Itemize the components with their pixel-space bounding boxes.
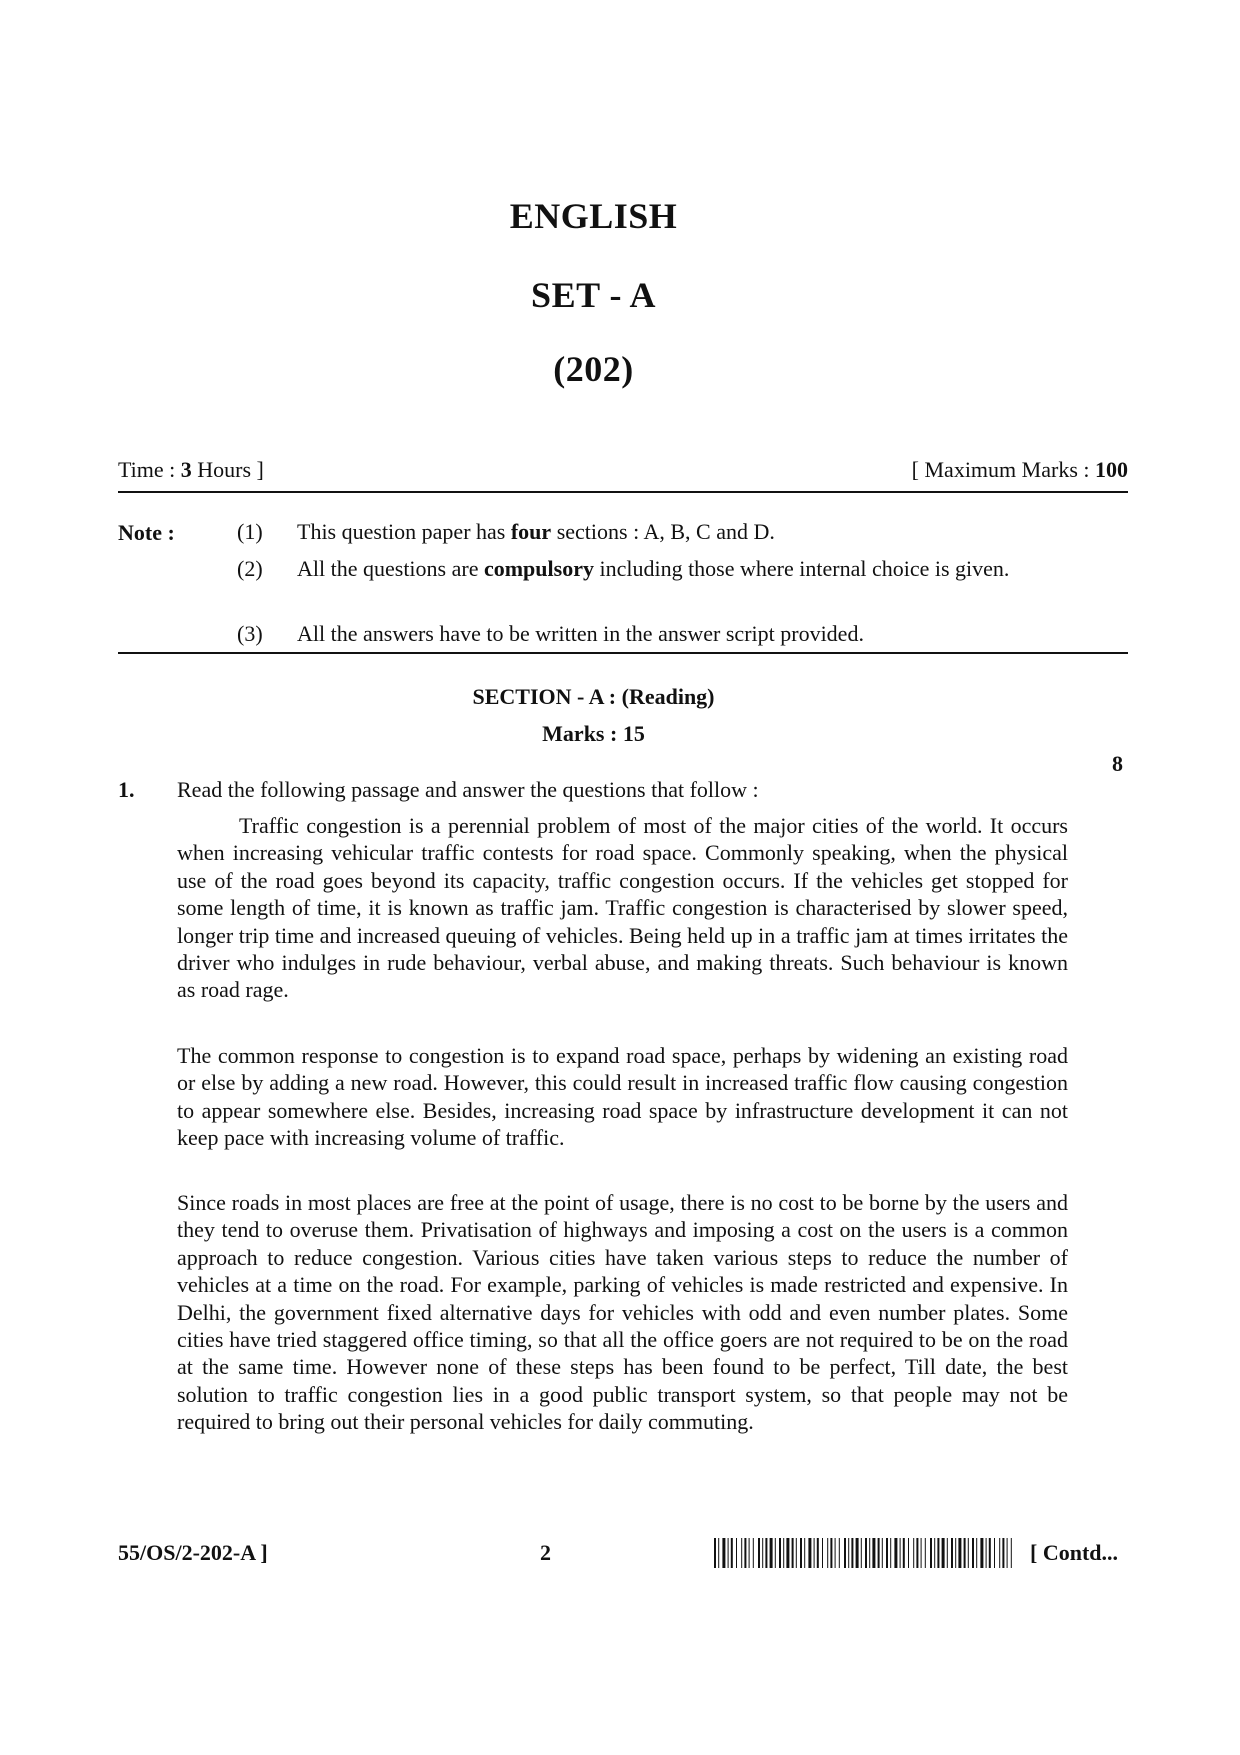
barcode-bar bbox=[980, 1538, 983, 1568]
set-title: SET - A bbox=[531, 275, 656, 315]
barcode-bar bbox=[814, 1538, 815, 1568]
barcode-bar bbox=[869, 1538, 870, 1568]
barcode-bar bbox=[958, 1538, 961, 1568]
passage-paragraph: The common response to congestion is to expand road space, perhaps by widening an existing road or else by adding a new road. However, this could result in increased traffic flow causing congestion to appear somewhere else. Besides, increasing road space by infrastructure development it can not keep pace with increasing volume of traffic. bbox=[177, 1043, 1068, 1151]
barcode-bar bbox=[989, 1538, 991, 1568]
barcode-bar bbox=[783, 1538, 784, 1568]
note-number: (3) bbox=[237, 621, 263, 646]
maximum-marks: [ Maximum Marks : 100 bbox=[911, 457, 1128, 482]
barcode-bar bbox=[861, 1538, 862, 1568]
barcode-bar bbox=[851, 1538, 853, 1568]
barcode-bar bbox=[865, 1538, 867, 1568]
barcode-bar bbox=[830, 1538, 832, 1568]
time-allowed: Time : 3 Hours ] bbox=[118, 457, 264, 482]
barcode-bar bbox=[848, 1538, 849, 1568]
time-marks-row bbox=[118, 457, 1128, 487]
barcode-bar bbox=[942, 1538, 945, 1568]
passage-paragraph: Since roads in most places are free at the point of usage, there is no cost to be borne by the users and they tend to overuse them. Privatisation of highways and imposing a cost on the users is a common approach to reduce congestion. Various cities have taken various steps to reduce the number of vehicles at a time on the road. For example, parking of vehicles is made restricted and expensive. In Delhi, the government fixed alternative days for vehicles with odd and even number plates. Some cities have tried staggered office timing, so that all the office goers are not required to be on the road at the same time. However none of these steps has been found to be perfect, Till date, the best solution to traffic congestion lies in a good public transport system, so that people may not be required to bring out their personal vehicles for daily commuting. bbox=[177, 1190, 1068, 1435]
barcode-bar bbox=[925, 1538, 926, 1568]
passage-paragraph: Traffic congestion is a perennial problem of most of the major cities of the world. It occurs when increasing vehicular traffic contests for road space. Commonly speaking, when the physical use of the road goes beyond its capacity, traffic congestion occurs. If the vehicles get stopped for some length of time, it is known as traffic jam. Traffic congestion is characterised by slower speed, longer trip time and increased queuing of vehicles. Being held up in a traffic jam at times irritates the driver who indulges in rude behaviour, verbal abuse, and making threats. Such behaviour is known as road rage. bbox=[177, 813, 1068, 1003]
divider bbox=[118, 652, 1128, 654]
barcode-bar bbox=[762, 1538, 763, 1568]
barcode-bar bbox=[934, 1538, 935, 1568]
section-marks: Marks : 15 bbox=[542, 721, 645, 746]
note-text: All the questions are compulsory including those where internal choice is given. bbox=[297, 556, 1010, 581]
barcode-bar bbox=[835, 1538, 836, 1568]
barcode-bar bbox=[1007, 1538, 1008, 1568]
barcode-bar bbox=[872, 1538, 875, 1568]
barcode-bar bbox=[792, 1538, 794, 1568]
barcode-bar bbox=[972, 1538, 974, 1568]
barcode-bar bbox=[741, 1538, 742, 1568]
barcode-bar bbox=[894, 1538, 897, 1568]
barcode-bar bbox=[930, 1538, 932, 1568]
paper-code-footer: 55/OS/2-202-A ] bbox=[118, 1540, 268, 1565]
note-number: (2) bbox=[237, 556, 263, 581]
barcode-bar bbox=[1011, 1538, 1012, 1568]
barcode-bar bbox=[714, 1538, 716, 1568]
barcode-bar bbox=[955, 1538, 956, 1568]
note-number: (1) bbox=[237, 519, 263, 544]
barcode-bar bbox=[916, 1538, 918, 1568]
question-marks: 8 bbox=[1112, 751, 1123, 776]
barcode-bar bbox=[804, 1538, 805, 1568]
barcode-bar bbox=[921, 1538, 922, 1568]
barcode-bar bbox=[951, 1538, 953, 1568]
continued-label: [ Contd... bbox=[1030, 1540, 1119, 1565]
barcode-bar bbox=[827, 1538, 828, 1568]
barcode-bar bbox=[994, 1538, 995, 1568]
barcode-bar bbox=[947, 1538, 948, 1568]
barcode-bar bbox=[753, 1538, 754, 1568]
note-text: All the answers have to be written in the answer script provided. bbox=[297, 621, 864, 646]
barcode-bar bbox=[839, 1538, 840, 1568]
barcode-bar bbox=[856, 1538, 859, 1568]
paper-code-title: (202) bbox=[553, 349, 634, 389]
barcode-bar bbox=[731, 1538, 733, 1568]
barcode-bar bbox=[937, 1538, 939, 1568]
barcode-bar bbox=[908, 1538, 909, 1568]
barcode-bar bbox=[1002, 1538, 1004, 1568]
barcode-image bbox=[714, 1538, 1014, 1568]
barcode-bar bbox=[770, 1538, 773, 1568]
barcode-bar bbox=[844, 1538, 846, 1568]
barcode-bar bbox=[800, 1538, 802, 1568]
barcode-bar bbox=[882, 1538, 883, 1568]
barcode-bar bbox=[749, 1538, 750, 1568]
barcode-bar bbox=[722, 1538, 725, 1568]
barcode-bar bbox=[765, 1538, 767, 1568]
barcode-bar bbox=[886, 1538, 888, 1568]
subject-title: ENGLISH bbox=[509, 196, 678, 236]
barcode-bar bbox=[817, 1538, 819, 1568]
barcode-bar bbox=[968, 1538, 969, 1568]
barcode-bar bbox=[964, 1538, 966, 1568]
barcode-bar bbox=[903, 1538, 905, 1568]
barcode-bar bbox=[878, 1538, 880, 1568]
barcode-bar bbox=[744, 1538, 746, 1568]
barcode-bar bbox=[822, 1538, 823, 1568]
barcode-bar bbox=[786, 1538, 789, 1568]
barcode-bar bbox=[758, 1538, 760, 1568]
barcode-bar bbox=[718, 1538, 719, 1568]
question-instruction: Read the following passage and answer the questions that follow : bbox=[177, 777, 759, 802]
question-number: 1. bbox=[118, 777, 135, 802]
note-text: This question paper has four sections : A, B, C and D. bbox=[297, 519, 775, 544]
note-label: Note : bbox=[118, 520, 175, 545]
barcode-bar bbox=[775, 1538, 776, 1568]
barcode-bar bbox=[736, 1538, 737, 1568]
barcode-bar bbox=[796, 1538, 797, 1568]
barcode-bar bbox=[986, 1538, 987, 1568]
section-title: SECTION - A : (Reading) bbox=[472, 684, 715, 709]
barcode-bar bbox=[728, 1538, 729, 1568]
barcode-bar bbox=[890, 1538, 891, 1568]
barcode-bar bbox=[808, 1538, 811, 1568]
barcode-bar bbox=[900, 1538, 901, 1568]
page-number: 2 bbox=[540, 1540, 551, 1565]
barcode-bar bbox=[999, 1538, 1000, 1568]
barcode-bar bbox=[913, 1538, 914, 1568]
barcode-bar bbox=[976, 1538, 977, 1568]
divider bbox=[118, 491, 1128, 493]
barcode-bar bbox=[779, 1538, 781, 1568]
